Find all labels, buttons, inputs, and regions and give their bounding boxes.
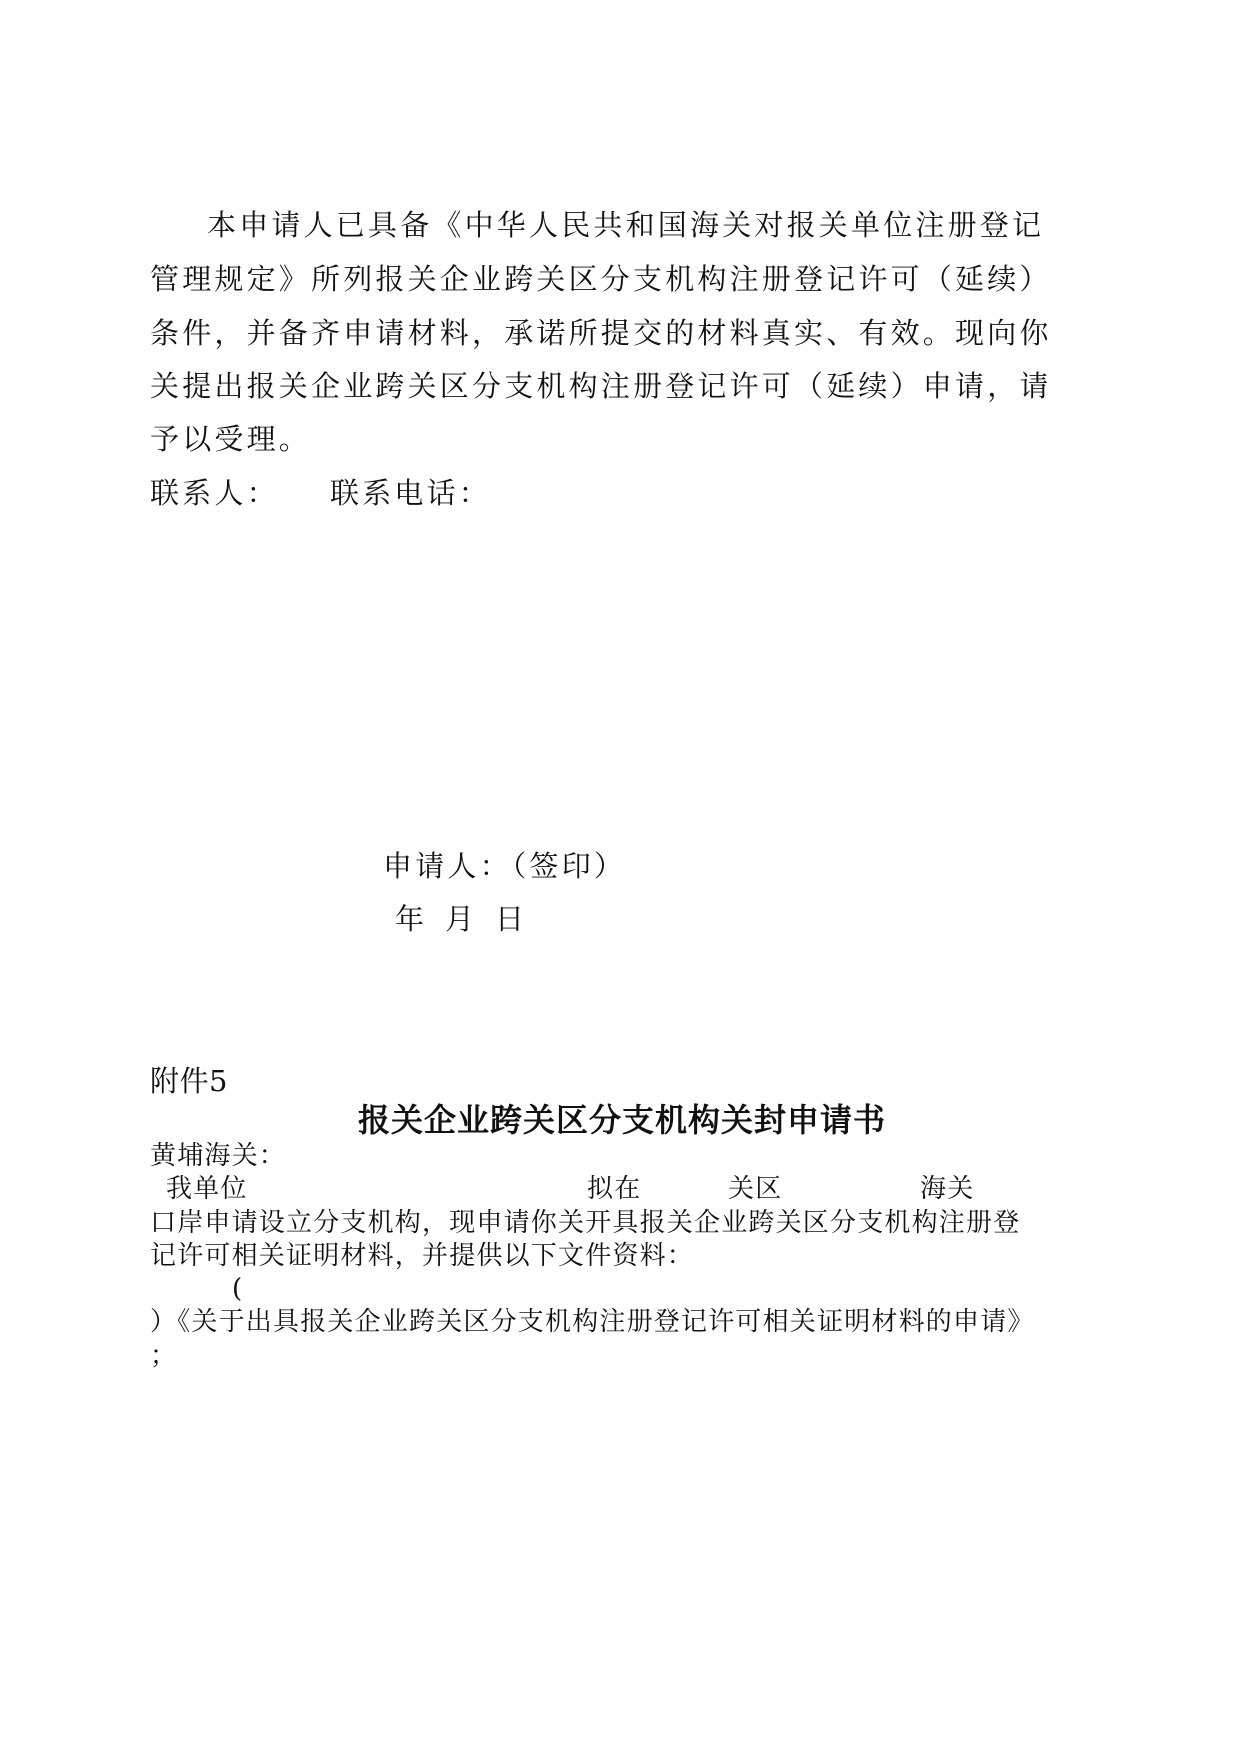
attachment-label: 附件5 [150, 1064, 228, 1098]
item-end: ； [150, 1341, 178, 1371]
item-text: ）《关于出具报关企业跨关区分支机构注册登记许可相关证明材料的申请》 [150, 1307, 1035, 1337]
body-line-2: 记许可相关证明材料，并提供以下文件资料： [150, 1241, 695, 1271]
contact-person-label: 联系人： [150, 476, 279, 510]
declaration-line-1: 本申请人已具备《中华人民共和国海关对报关单位注册登记 [207, 208, 1045, 242]
addressee: 黄埔海关： [150, 1141, 287, 1171]
body-district: 关区 [728, 1174, 783, 1204]
date-day: 日 [495, 902, 528, 936]
applicant-signature-label: 申请人：（签印） [383, 849, 627, 883]
date-month: 月 [445, 902, 478, 936]
declaration-line-5: 予以受理。 [150, 422, 312, 456]
declaration-line-4: 关提出报关企业跨关区分支机构注册登记许可（延续）申请，请 [150, 369, 1052, 403]
document-title: 报关企业跨关区分支机构关封申请书 [358, 1101, 887, 1139]
body-start: 我单位 [166, 1174, 248, 1204]
body-line-1: 口岸申请设立分支机构，现申请你关开具报关企业跨关区分支机构注册登 [150, 1208, 1021, 1238]
contact-phone-label: 联系电话： [330, 476, 492, 510]
declaration-line-3: 条件，并备齐申请材料，承诺所提交的材料真实、有效。现向你 [150, 316, 1052, 350]
item-open-paren: ( [232, 1274, 244, 1304]
body-intend: 拟在 [587, 1174, 642, 1204]
body-customs: 海关 [920, 1174, 975, 1204]
declaration-line-2: 管理规定》所列报关企业跨关区分支机构注册登记许可（延续） [150, 262, 1052, 296]
date-year: 年 [395, 902, 428, 936]
